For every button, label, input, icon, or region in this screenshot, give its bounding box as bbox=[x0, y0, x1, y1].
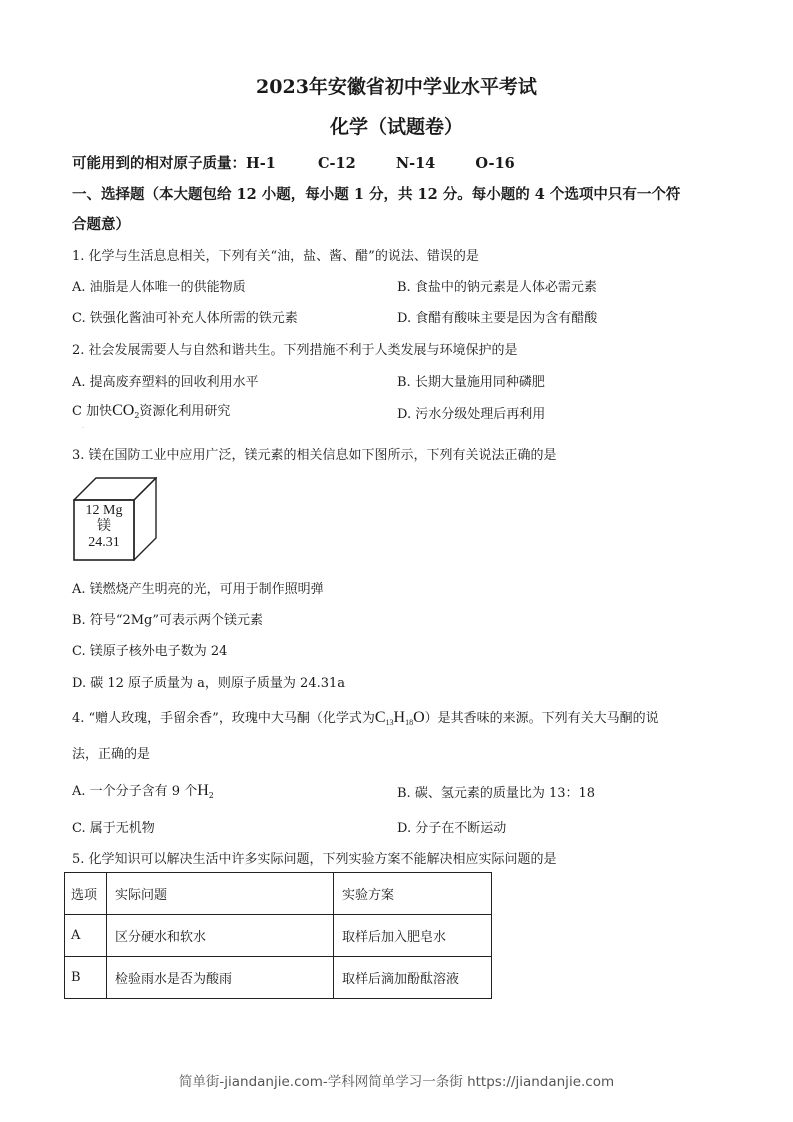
table-cell: B bbox=[65, 957, 107, 999]
table-cell: A bbox=[65, 915, 107, 957]
q4-stem-line1: 4. “赠人玫瑰，手留余香”，玫瑰中大马酮（化学式为$C_{13}H_{18}O$）是其香味的来源。下列有关大马酮的说 bbox=[72, 709, 659, 727]
damascone-formula: $C_{13}H_{18}O$ bbox=[374, 709, 425, 727]
table-header-cell: 实际问题 bbox=[107, 873, 334, 915]
q3-option-c: C. 镁原子核外电子数为 24 bbox=[72, 644, 228, 659]
exam-subtitle: 化学（试题卷） bbox=[329, 116, 463, 138]
element-card-text bbox=[74, 503, 134, 551]
q1-option-b: B. 食盐中的钠元素是人体必需元素 bbox=[397, 280, 597, 295]
atomic-mass-n: N-14 bbox=[395, 155, 436, 172]
q4-option-d: D. 分子在不断运动 bbox=[397, 821, 507, 836]
table-cell: 检验雨水是否为酸雨 bbox=[107, 957, 334, 999]
table-header-row bbox=[65, 873, 492, 915]
atomic-mass-h: H-1 bbox=[246, 155, 276, 172]
section-heading-line1: 一、选择题（本大题包给 12 小题，每小题 1 分，共 12 分。每小题的 4 个选项中只有一个符 bbox=[72, 186, 681, 203]
q2-option-d: D. 污水分级处理后再利用 bbox=[397, 407, 546, 422]
q4-option-b: B. 碳、氢元素的质量比为 13：18 bbox=[397, 786, 596, 801]
footer-watermark: 简单街-jiandanjie.com-学科网简单学习一条街 https://jiandanjie.com bbox=[178, 1074, 615, 1090]
q3-option-a: A. 镁燃烧产生明亮的光，可用于制作照明弹 bbox=[72, 582, 324, 597]
h2-formula: H bbox=[197, 782, 209, 799]
q2-stem: 2. 社会发展需要人与自然和谐共生。下列措施不利于人类发展与环境保护的是 bbox=[72, 343, 518, 358]
exam-title: 2023年安徽省初中学业水平考试 bbox=[256, 76, 537, 98]
q5-table bbox=[64, 872, 492, 999]
q2-option-b: B. 长期大量施用同种磷肥 bbox=[397, 375, 545, 390]
q2-option-a: A. 提高废弃塑料的回收利用水平 bbox=[72, 375, 259, 390]
element-card-number-symbol: 12 Mg bbox=[85, 503, 123, 518]
table-cell: 区分硬水和软水 bbox=[107, 915, 334, 957]
q4-option-a: A. 一个分子含有 9 个$H_2$ bbox=[72, 782, 214, 800]
q4-option-c: C. 属于无机物 bbox=[72, 821, 155, 836]
co2-formula: CO bbox=[112, 402, 135, 419]
q1-stem: 1. 化学与生活息息相关，下列有关“油，盐、酱、醋”的说法、错误的是 bbox=[72, 249, 479, 264]
element-card-name: 镁 bbox=[97, 519, 111, 534]
table-header-cell: 选项 bbox=[65, 873, 107, 915]
table-row bbox=[65, 915, 492, 957]
atomic-mass-o: O-16 bbox=[475, 155, 515, 172]
atomic-mass-c: C-12 bbox=[317, 155, 356, 172]
atomic-mass-label: 可能用到的相对原子质量： bbox=[72, 155, 246, 172]
section-heading-line2: 合题意） bbox=[72, 216, 130, 233]
table-cell: 取样后滴加酚酞溶液 bbox=[334, 957, 492, 999]
q4-stem-line2: 法，正确的是 bbox=[72, 747, 151, 762]
q1-option-c: C. 铁强化酱油可补充人体所需的铁元素 bbox=[72, 311, 298, 326]
atomic-mass-line bbox=[72, 152, 515, 173]
q2-option-c: C 加快$CO_2$资源化利用研究 bbox=[72, 402, 231, 420]
q3-stem: 3. 镁在国防工业中应用广泛，镁元素的相关信息如下图所示，下列有关说法正确的是 bbox=[72, 448, 557, 463]
q1-option-a: A. 油脂是人体唯一的供能物质 bbox=[72, 280, 246, 295]
table-cell: 取样后加入肥皂水 bbox=[334, 915, 492, 957]
q1-option-d: D. 食醋有酸味主要是因为含有醋酸 bbox=[397, 311, 598, 326]
q3-option-d: D. 碳 12 原子质量为 a，则原子质量为 24.31a bbox=[72, 676, 346, 691]
stray-mark: · bbox=[82, 425, 84, 432]
table-row bbox=[65, 957, 492, 999]
table-header-cell: 实验方案 bbox=[334, 873, 492, 915]
q3-option-b: B. 符号“2Mg”可表示两个镁元素 bbox=[72, 613, 264, 628]
element-card-mass: 24.31 bbox=[88, 535, 120, 550]
q5-stem: 5. 化学知识可以解决生活中许多实际问题，下列实验方案不能解决相应实际问题的是 bbox=[72, 852, 557, 867]
